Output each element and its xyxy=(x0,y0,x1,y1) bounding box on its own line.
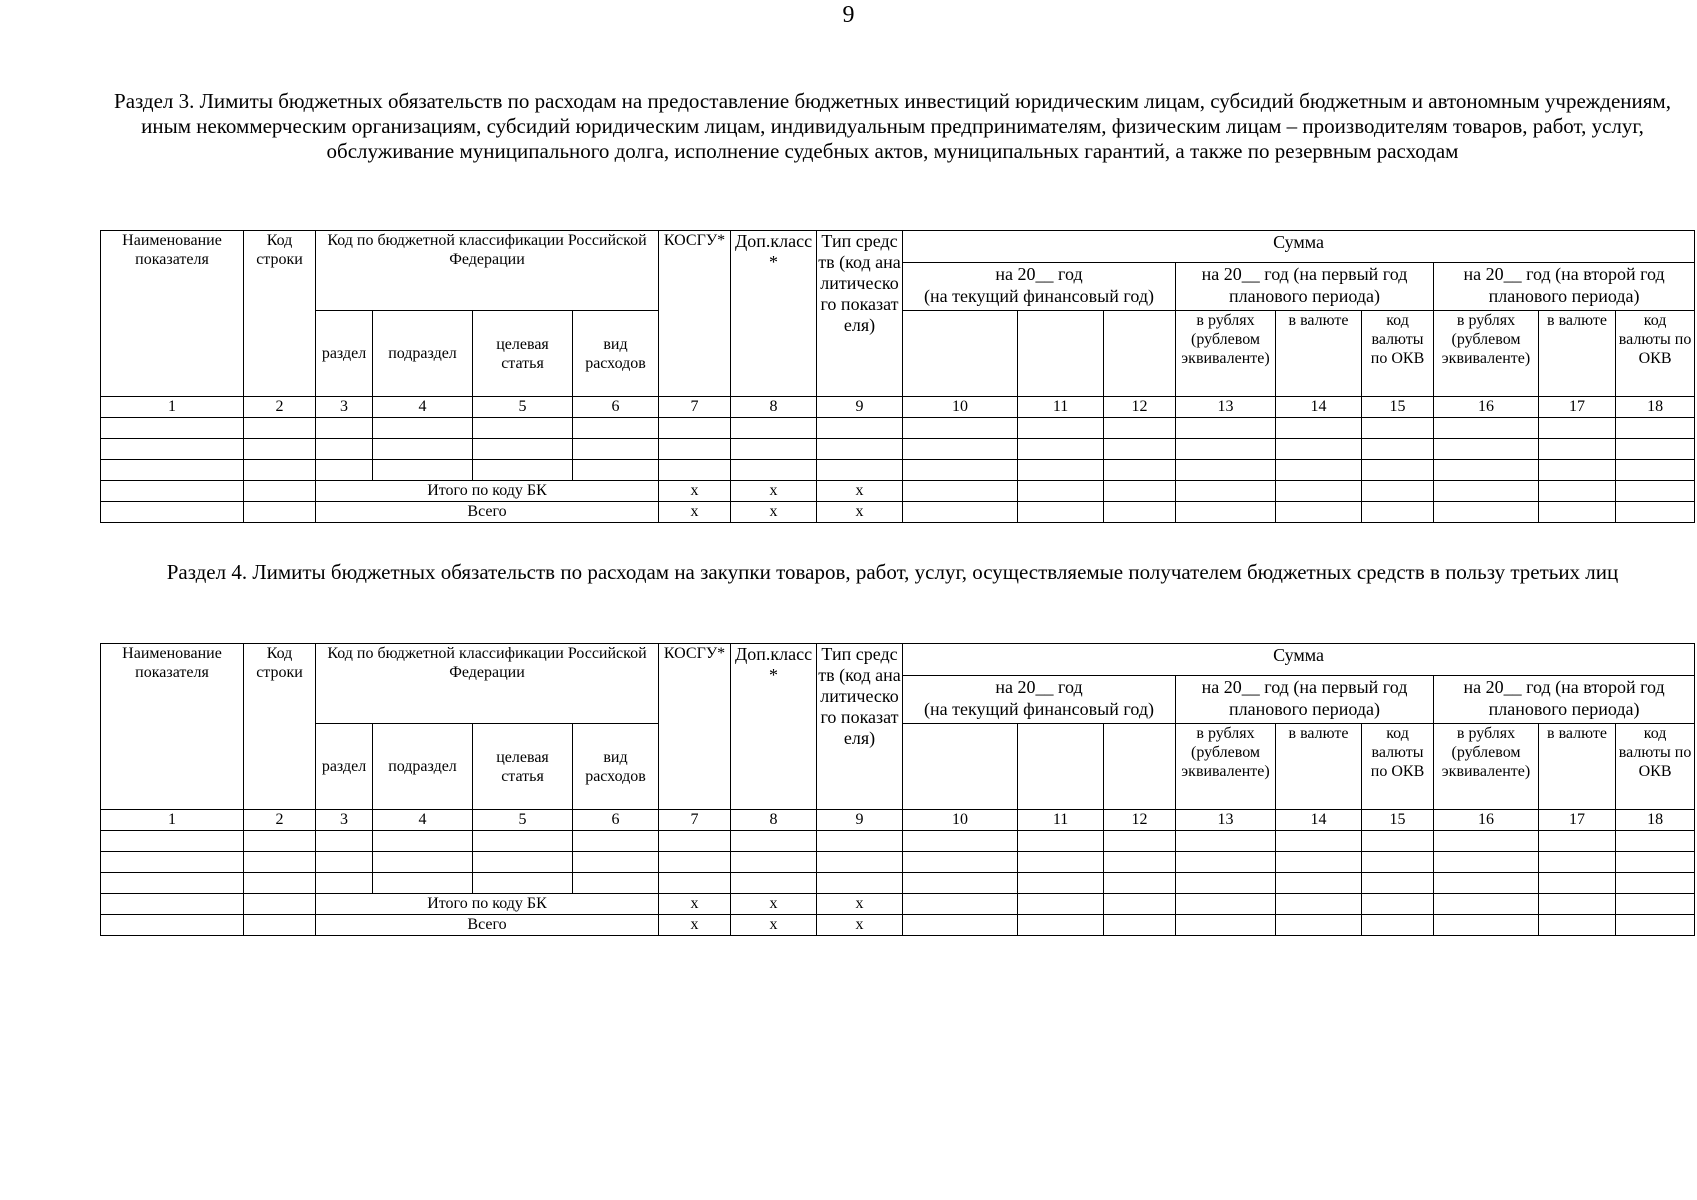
header-rub-1: в рублях (рублевом эквиваленте) xyxy=(1176,311,1276,397)
col-number: 6 xyxy=(573,397,659,418)
col-number: 8 xyxy=(731,810,817,831)
vsego-row xyxy=(101,915,1695,936)
col-number: 4 xyxy=(373,397,473,418)
header-rub-2: в рублях (рублевом эквиваленте) xyxy=(1434,724,1539,810)
vsego-row xyxy=(101,502,1695,523)
header-bk-section: раздел xyxy=(316,311,373,397)
col-number: 9 xyxy=(817,810,903,831)
x-mark: x xyxy=(659,502,731,523)
col-number: 14 xyxy=(1276,397,1362,418)
table-row xyxy=(101,439,1695,460)
x-mark: x xyxy=(659,481,731,502)
itogo-label: Итого по коду БК xyxy=(316,481,659,502)
col-number: 3 xyxy=(316,810,373,831)
column-number-row xyxy=(101,397,1695,418)
col-number: 13 xyxy=(1176,397,1276,418)
header-sum: Сумма xyxy=(903,231,1695,263)
x-mark: x xyxy=(817,915,903,936)
header-okv-1: код валюты по ОКВ xyxy=(1362,724,1434,810)
itogo-row xyxy=(101,894,1695,915)
header-bk-type: вид расходов xyxy=(573,311,659,397)
x-mark: x xyxy=(817,502,903,523)
col-number: 11 xyxy=(1018,810,1104,831)
x-mark: x xyxy=(659,894,731,915)
header-dop-class: Доп.класс * xyxy=(731,644,817,810)
col-number: 1 xyxy=(101,810,244,831)
itogo-label: Итого по коду БК xyxy=(316,894,659,915)
header-okv-2: код валюты по ОКВ xyxy=(1616,724,1695,810)
header-name: Наименование показателя xyxy=(101,644,244,810)
table-row xyxy=(101,418,1695,439)
col-number: 8 xyxy=(731,397,817,418)
x-mark: x xyxy=(731,894,817,915)
header-rub-1: в рублях (рублевом эквиваленте) xyxy=(1176,724,1276,810)
x-mark: x xyxy=(817,894,903,915)
col-number: 18 xyxy=(1616,810,1695,831)
header-period-first: на 20__ год (на первый год планового периода) xyxy=(1176,676,1434,724)
header-empty-10 xyxy=(903,311,1018,397)
section-4-table xyxy=(100,643,1695,936)
table-row xyxy=(101,873,1695,894)
section-3-table xyxy=(100,230,1695,523)
col-number: 14 xyxy=(1276,810,1362,831)
x-mark: x xyxy=(731,502,817,523)
header-bk-subsection: подраздел xyxy=(373,311,473,397)
vsego-label: Всего xyxy=(316,915,659,936)
header-bk-section: раздел xyxy=(316,724,373,810)
x-mark: x xyxy=(731,915,817,936)
header-empty-10 xyxy=(903,724,1018,810)
col-number: 17 xyxy=(1539,810,1616,831)
col-number: 11 xyxy=(1018,397,1104,418)
col-number: 9 xyxy=(817,397,903,418)
header-bk-code: Код по бюджетной классификации Российской Федерации xyxy=(316,644,659,724)
col-number: 12 xyxy=(1104,397,1176,418)
header-val-1: в валюте xyxy=(1276,311,1362,397)
col-number: 10 xyxy=(903,810,1018,831)
header-bk-subsection: подраздел xyxy=(373,724,473,810)
header-empty-12 xyxy=(1104,311,1176,397)
header-period-current: на 20__ год (на текущий финансовый год) xyxy=(903,676,1176,724)
col-number: 5 xyxy=(473,397,573,418)
col-number: 16 xyxy=(1434,810,1539,831)
table-row xyxy=(101,831,1695,852)
header-okv-2: код валюты по ОКВ xyxy=(1616,311,1695,397)
header-bk-code: Код по бюджетной классификации Российской Федерации xyxy=(316,231,659,311)
header-empty-12 xyxy=(1104,724,1176,810)
col-number: 7 xyxy=(659,810,731,831)
x-mark: x xyxy=(731,481,817,502)
col-number: 18 xyxy=(1616,397,1695,418)
itogo-row xyxy=(101,481,1695,502)
col-number: 10 xyxy=(903,397,1018,418)
header-rub-2: в рублях (рублевом эквиваленте) xyxy=(1434,311,1539,397)
col-number: 1 xyxy=(101,397,244,418)
col-number: 7 xyxy=(659,397,731,418)
header-val-1: в валюте xyxy=(1276,724,1362,810)
section-4-title: Раздел 4. Лимиты бюджетных обязательств по расходам на закупки товаров, работ, услуг, осуществляемые получателем бюджетных средств в пользу третьих лиц xyxy=(166,560,1619,584)
col-number: 2 xyxy=(244,397,316,418)
col-number: 6 xyxy=(573,810,659,831)
header-dop-class: Доп.класс * xyxy=(731,231,817,397)
header-empty-11 xyxy=(1018,724,1104,810)
col-number: 12 xyxy=(1104,810,1176,831)
header-okv-1: код валюты по ОКВ xyxy=(1362,311,1434,397)
header-bk-type: вид расходов xyxy=(573,724,659,810)
column-number-row xyxy=(101,810,1695,831)
header-val-2: в валюте xyxy=(1539,724,1616,810)
header-period-current: на 20__ год (на текущий финансовый год) xyxy=(903,263,1176,311)
col-number: 16 xyxy=(1434,397,1539,418)
header-name: Наименование показателя xyxy=(101,231,244,397)
header-period-first: на 20__ год (на первый год планового периода) xyxy=(1176,263,1434,311)
header-bk-target: целевая статья xyxy=(473,724,573,810)
header-fund-type: Тип средств (код аналитического показателя) xyxy=(817,231,903,397)
col-number: 4 xyxy=(373,810,473,831)
header-kosgu: КОСГУ* xyxy=(659,644,731,810)
header-period-second: на 20__ год (на второй год планового периода) xyxy=(1434,676,1695,724)
header-line-code: Код строки xyxy=(244,231,316,397)
vsego-label: Всего xyxy=(316,502,659,523)
col-number: 2 xyxy=(244,810,316,831)
col-number: 13 xyxy=(1176,810,1276,831)
header-val-2: в валюте xyxy=(1539,311,1616,397)
col-number: 17 xyxy=(1539,397,1616,418)
page-number: 9 xyxy=(842,2,855,28)
header-line-code: Код строки xyxy=(244,644,316,810)
header-fund-type: Тип средств (код аналитического показателя) xyxy=(817,644,903,810)
header-period-second: на 20__ год (на второй год планового периода) xyxy=(1434,263,1695,311)
x-mark: x xyxy=(817,481,903,502)
header-empty-11 xyxy=(1018,311,1104,397)
header-kosgu: КОСГУ* xyxy=(659,231,731,397)
x-mark: x xyxy=(659,915,731,936)
col-number: 5 xyxy=(473,810,573,831)
section-3-title: Раздел 3. Лимиты бюджетных обязательств по расходам на предоставление бюджетных инвестиций юридическим лицам, субсидий бюджетным и автономным учреждениям, иным некоммерческим организациям, субсидий юридическим лицам, индивидуальным предпринимателям, физическим лицам – производителям товаров, работ, услуг, обслуживание муниципального долга, исполнение судебных актов, муниципальных гарантий, а также по резервным расходам xyxy=(114,89,1671,163)
col-number: 15 xyxy=(1362,810,1434,831)
header-sum: Сумма xyxy=(903,644,1695,676)
table-row xyxy=(101,852,1695,873)
col-number: 3 xyxy=(316,397,373,418)
col-number: 15 xyxy=(1362,397,1434,418)
table-row xyxy=(101,460,1695,481)
header-bk-target: целевая статья xyxy=(473,311,573,397)
